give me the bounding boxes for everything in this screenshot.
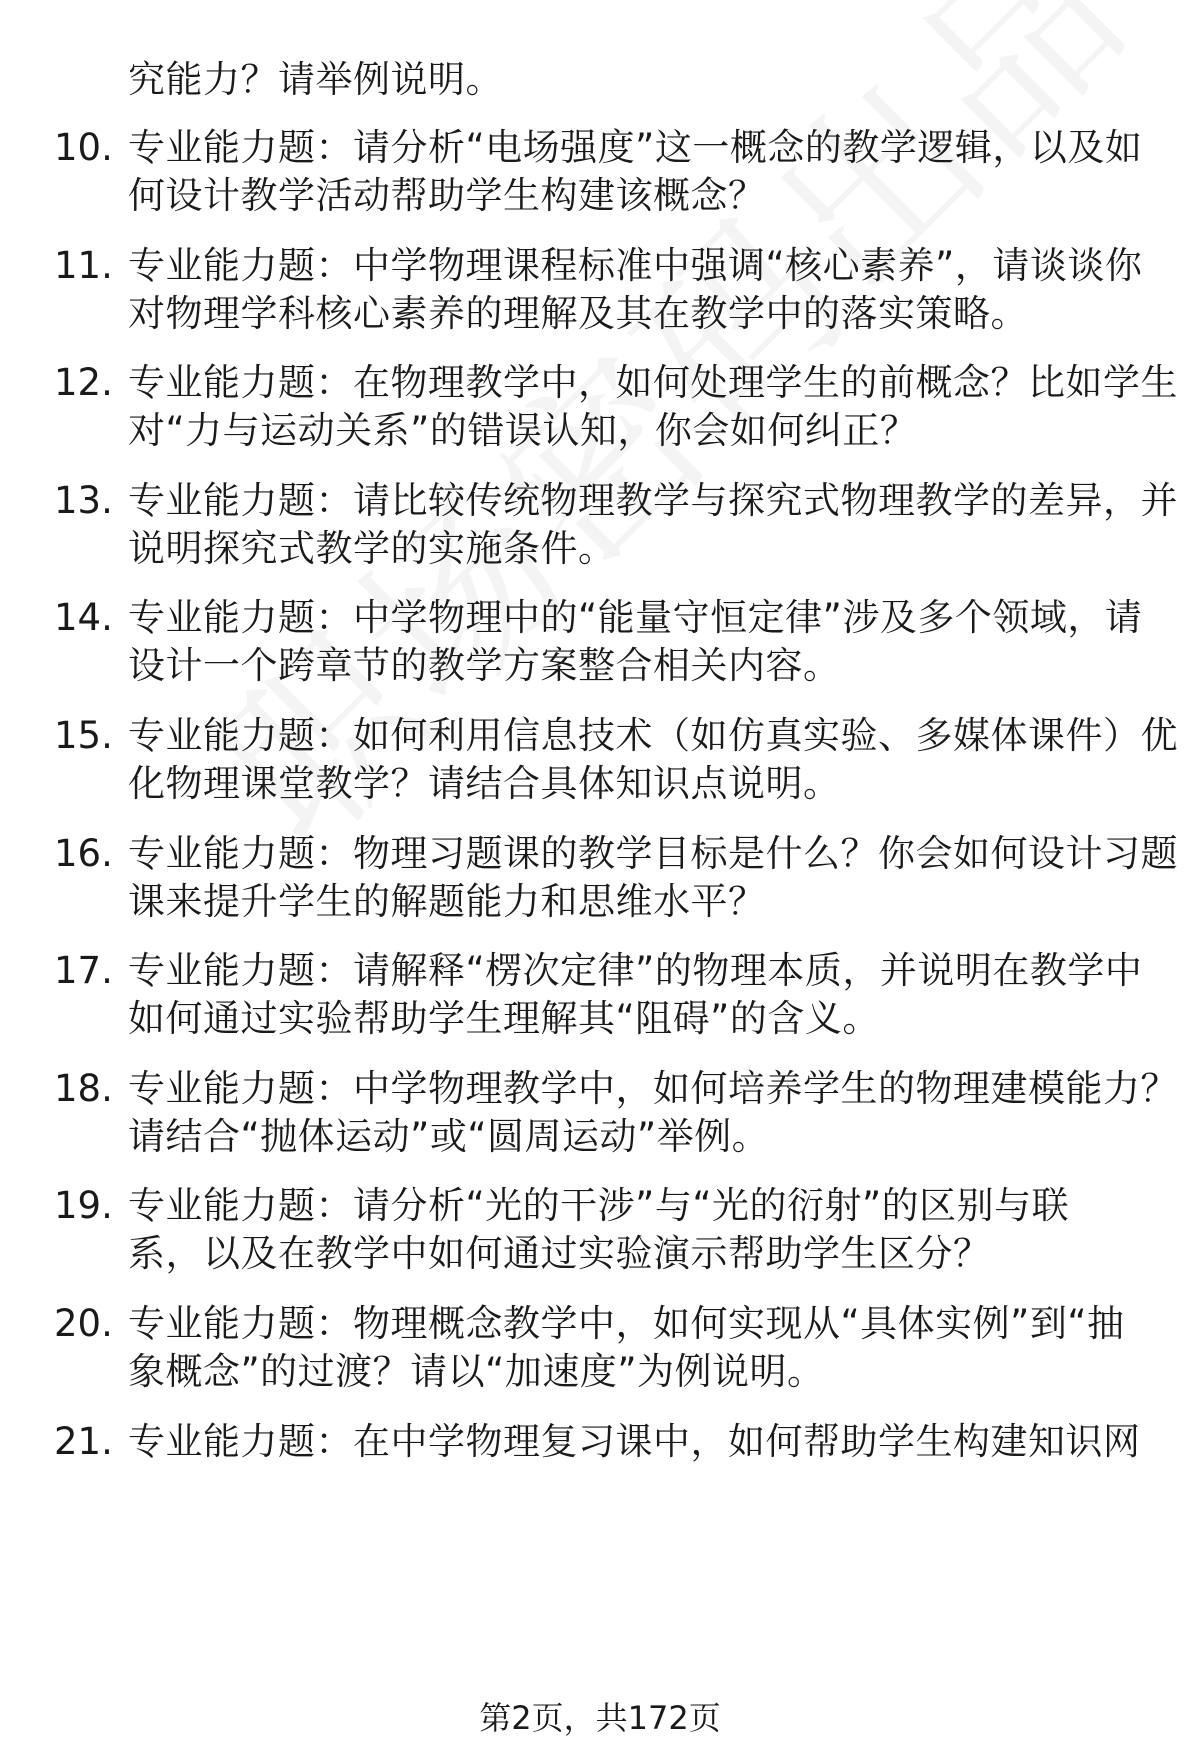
question-text-line: 何设计教学活动帮助学生构建该概念？ (128, 174, 766, 217)
question-text-line: 专业能力题：中学物理课程标准中强调“核心素养”，请谈谈你 (128, 243, 1143, 287)
question-number: 12. (54, 361, 113, 405)
question-text-line: 专业能力题：中学物理教学中，如何培养学生的物理建模能力？ (128, 1066, 1178, 1110)
question-number: 10. (54, 126, 113, 169)
question-number: 21. (54, 1419, 113, 1463)
intro-line: 究能力？请举例说明。 (128, 58, 503, 101)
question-text-line: 说明探究式教学的实施条件。 (128, 526, 616, 570)
question-number: 18. (54, 1066, 113, 1110)
question-text-line: 课来提升学生的解题能力和思维水平？ (128, 879, 766, 923)
question-number: 14. (54, 596, 113, 640)
question-text-line: 专业能力题：请分析“电场强度”这一概念的教学逻辑，以及如 (128, 126, 1143, 169)
question-number: 13. (54, 478, 113, 522)
question-number: 17. (54, 949, 113, 993)
question-text-line: 专业能力题：物理习题课的教学目标是什么？你会如何设计习题 (128, 831, 1178, 875)
question-text-line: 专业能力题：请比较传统物理教学与探究式物理教学的差异，并 (128, 478, 1178, 522)
question-text-line: 对“力与运动关系”的错误认知，你会如何纠正？ (128, 409, 918, 453)
question-text-line: 如何通过实验帮助学生理解其“阻碍”的含义。 (128, 997, 880, 1041)
question-number: 11. (54, 243, 113, 287)
question-number: 16. (54, 831, 113, 875)
question-number: 15. (54, 714, 113, 757)
question-text-line: 专业能力题：中学物理中的“能量守恒定律”涉及多个领域，请 (128, 596, 1143, 640)
question-text-line: 专业能力题：在中学物理复习课中，如何帮助学生构建知识网 (128, 1419, 1141, 1463)
question-text-line: 专业能力题：在物理教学中，如何处理学生的前概念？比如学生 (128, 361, 1178, 405)
page-footer: 第2页，共172页 (479, 1699, 721, 1737)
question-text-line: 请结合“抛体运动”或“圆周运动”举例。 (128, 1114, 770, 1158)
question-text-line: 化物理课堂教学？请结合具体知识点说明。 (128, 762, 841, 805)
question-text-line: 专业能力题：如何利用信息技术（如仿真实验、多媒体课件）优 (128, 714, 1178, 757)
question-text-line: 对物理学科核心素养的理解及其在教学中的落实策略。 (128, 291, 1028, 335)
question-number: 20. (54, 1302, 113, 1345)
question-text-line: 专业能力题：请解释“楞次定律”的物理本质，并说明在教学中 (128, 949, 1143, 993)
question-text-line: 设计一个跨章节的教学方案整合相关内容。 (128, 644, 841, 688)
question-text-line: 专业能力题：物理概念教学中，如何实现从“具体实例”到“抽 (128, 1302, 1125, 1345)
question-text-line: 象概念”的过渡？请以“加速度”为例说明。 (128, 1350, 825, 1393)
question-text-line: 专业能力题：请分析“光的干涉”与“光的衍射”的区别与联 (128, 1184, 1070, 1228)
question-number: 19. (54, 1184, 113, 1228)
question-text-line: 系，以及在教学中如何通过实验演示帮助学生区分？ (128, 1232, 991, 1276)
